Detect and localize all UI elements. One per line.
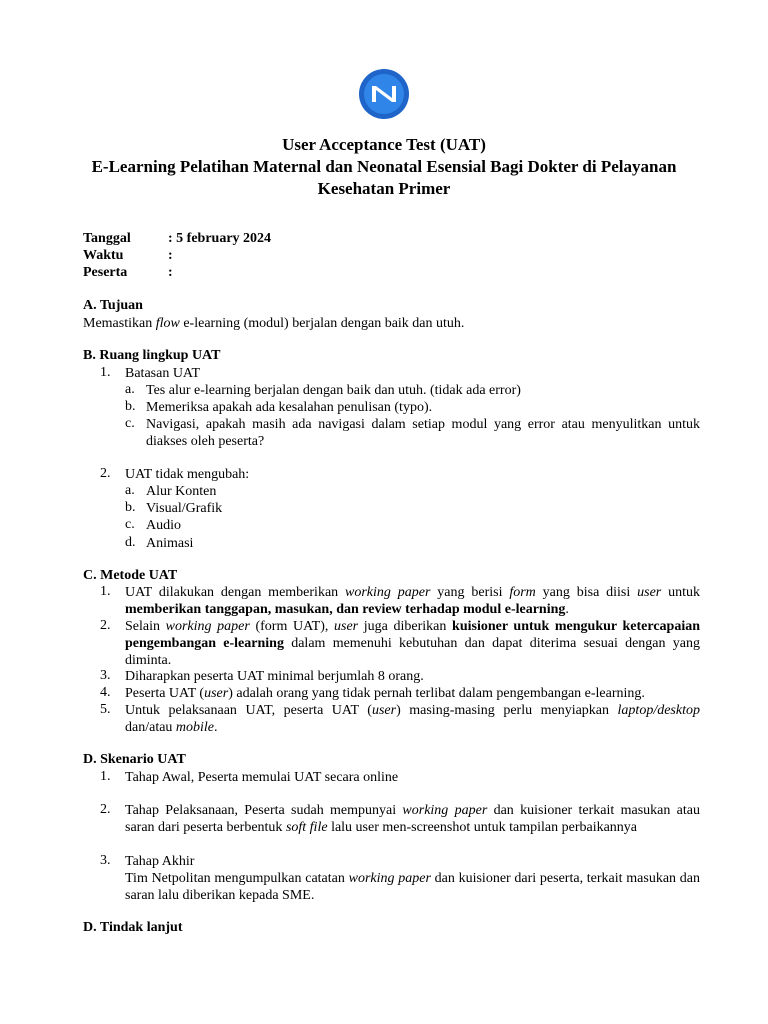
- list-item: Audio: [146, 518, 181, 533]
- text: lalu user men-screenshot untuk tampilan perbaikannya: [327, 820, 638, 835]
- text: dan/atau: [125, 720, 176, 735]
- text: e-learning (modul) berjalan dengan baik dan utuh.: [179, 316, 465, 331]
- text: yang bisa diisi: [535, 585, 638, 600]
- text: flow: [155, 316, 180, 331]
- text: kuisioner untuk mengukur ketercapaian pengembangan e-learning: [125, 619, 701, 651]
- list-number: 2.: [100, 618, 111, 633]
- text: dan kuisioner terkait masukan atau saran dari peserta berbentuk: [125, 803, 700, 835]
- text: user: [204, 686, 229, 701]
- text: (form UAT),: [249, 619, 335, 634]
- text: user: [334, 619, 359, 634]
- list-item: Navigasi, apakah masih ada navigasi dalam setiap modul yang error atau menyulitkan untuk diakses oleh peserta?: [146, 417, 700, 449]
- list-number: 1.: [100, 584, 111, 599]
- text: ) adalah orang yang tidak pernah terlibat dalam pengembangan e-learning.: [228, 686, 645, 701]
- list-item: Animasi: [146, 536, 194, 551]
- text: working paper: [348, 871, 431, 886]
- text: Untuk pelaksanaan UAT, peserta UAT (: [125, 703, 372, 718]
- text: Selain: [125, 619, 166, 634]
- text: user: [371, 703, 397, 718]
- document-title: [60, 134, 708, 200]
- title-line-3: Kesehatan Primer: [317, 179, 451, 198]
- list-item: Tes alur e-learning berjalan dengan baik dan utuh. (tidak ada error): [146, 383, 521, 398]
- list-number: 2.: [100, 466, 111, 481]
- text: user: [637, 585, 662, 600]
- title-line-2: E-Learning Pelatihan Maternal dan Neonatal Esensial Bagi Dokter di Pelayanan: [91, 157, 677, 176]
- list-letter: c.: [125, 517, 135, 532]
- list-item-detail: [125, 870, 700, 904]
- waktu-value: :: [168, 248, 173, 263]
- netpolitan-n-logo-icon: [358, 68, 410, 120]
- text: dan kuisioner dari peserta, terkait masukan dan saran lalu diberikan kepada SME.: [125, 871, 701, 903]
- text: UAT dilakukan dengan memberikan: [125, 585, 346, 600]
- list-letter: b.: [125, 399, 136, 414]
- list-item: [125, 702, 700, 736]
- list-letter: a.: [125, 382, 135, 397]
- section-heading-tindak-lanjut: D. Tindak lanjut: [83, 920, 183, 935]
- text: form: [509, 585, 536, 600]
- list-item: Tahap Akhir: [125, 854, 195, 869]
- list-item: Tahap Awal, Peserta memulai UAT secara online: [125, 770, 399, 785]
- list-item: [125, 584, 700, 618]
- section-heading-tujuan: A. Tujuan: [83, 298, 143, 313]
- text: mobile: [175, 720, 215, 735]
- text: working paper: [165, 619, 250, 634]
- text: memberikan tanggapan, masukan, dan review terhadap modul e-learning: [125, 602, 566, 617]
- text: .: [214, 720, 218, 735]
- peserta-value: :: [168, 265, 173, 280]
- text: soft file: [285, 820, 328, 835]
- text: working paper: [402, 803, 488, 818]
- text: untuk: [661, 585, 700, 600]
- list-item: Diharapkan peserta UAT minimal berjumlah 8 orang.: [125, 669, 424, 684]
- title-line-1: User Acceptance Test (UAT): [282, 135, 486, 154]
- list-item: Batasan UAT: [125, 366, 201, 381]
- waktu-label: Waktu: [83, 248, 124, 263]
- text: Tim Netpolitan mengumpulkan catatan: [125, 871, 349, 886]
- list-letter: a.: [125, 483, 135, 498]
- list-item: [125, 618, 700, 669]
- list-letter: b.: [125, 500, 136, 515]
- list-letter: c.: [125, 416, 135, 431]
- list-number: 4.: [100, 685, 111, 700]
- list-number: 3.: [100, 853, 111, 868]
- tanggal-value: : 5 february 2024: [168, 231, 272, 246]
- text: .: [565, 602, 569, 617]
- list-item: UAT tidak mengubah:: [125, 467, 250, 482]
- text: working paper: [345, 585, 431, 600]
- text: laptop/desktop: [617, 703, 700, 718]
- list-number: 1.: [100, 365, 111, 380]
- text: Memastikan: [83, 316, 156, 331]
- text: Tahap Pelaksanaan, Peserta sudah mempunyai: [125, 803, 403, 818]
- section-heading-metode: C. Metode UAT: [83, 568, 178, 583]
- list-item: Alur Konten: [146, 484, 217, 499]
- list-number: 1.: [100, 769, 111, 784]
- text: yang berisi: [430, 585, 510, 600]
- section-heading-ruang-lingkup: B. Ruang lingkup UAT: [83, 348, 221, 363]
- list-letter: d.: [125, 535, 136, 550]
- list-item: [125, 685, 700, 702]
- list-item: Memeriksa apakah ada kesalahan penulisan (typo).: [146, 400, 433, 415]
- list-number: 3.: [100, 668, 111, 683]
- peserta-label: Peserta: [83, 265, 128, 280]
- text: dalam memenuhi kebutuhan dan dapat diterima sesuai dengan yang diminta.: [125, 636, 700, 668]
- section-heading-skenario: D. Skenario UAT: [83, 752, 186, 767]
- list-number: 5.: [100, 702, 111, 717]
- list-item: Visual/Grafik: [146, 501, 223, 516]
- text: Peserta UAT (: [125, 686, 205, 701]
- text: ) masing-masing perlu menyiapkan: [396, 703, 618, 718]
- list-number: 2.: [100, 802, 111, 817]
- list-item: [125, 802, 700, 836]
- text: juga diberikan: [358, 619, 453, 634]
- tanggal-label: Tanggal: [83, 231, 131, 246]
- tujuan-text: [83, 315, 464, 332]
